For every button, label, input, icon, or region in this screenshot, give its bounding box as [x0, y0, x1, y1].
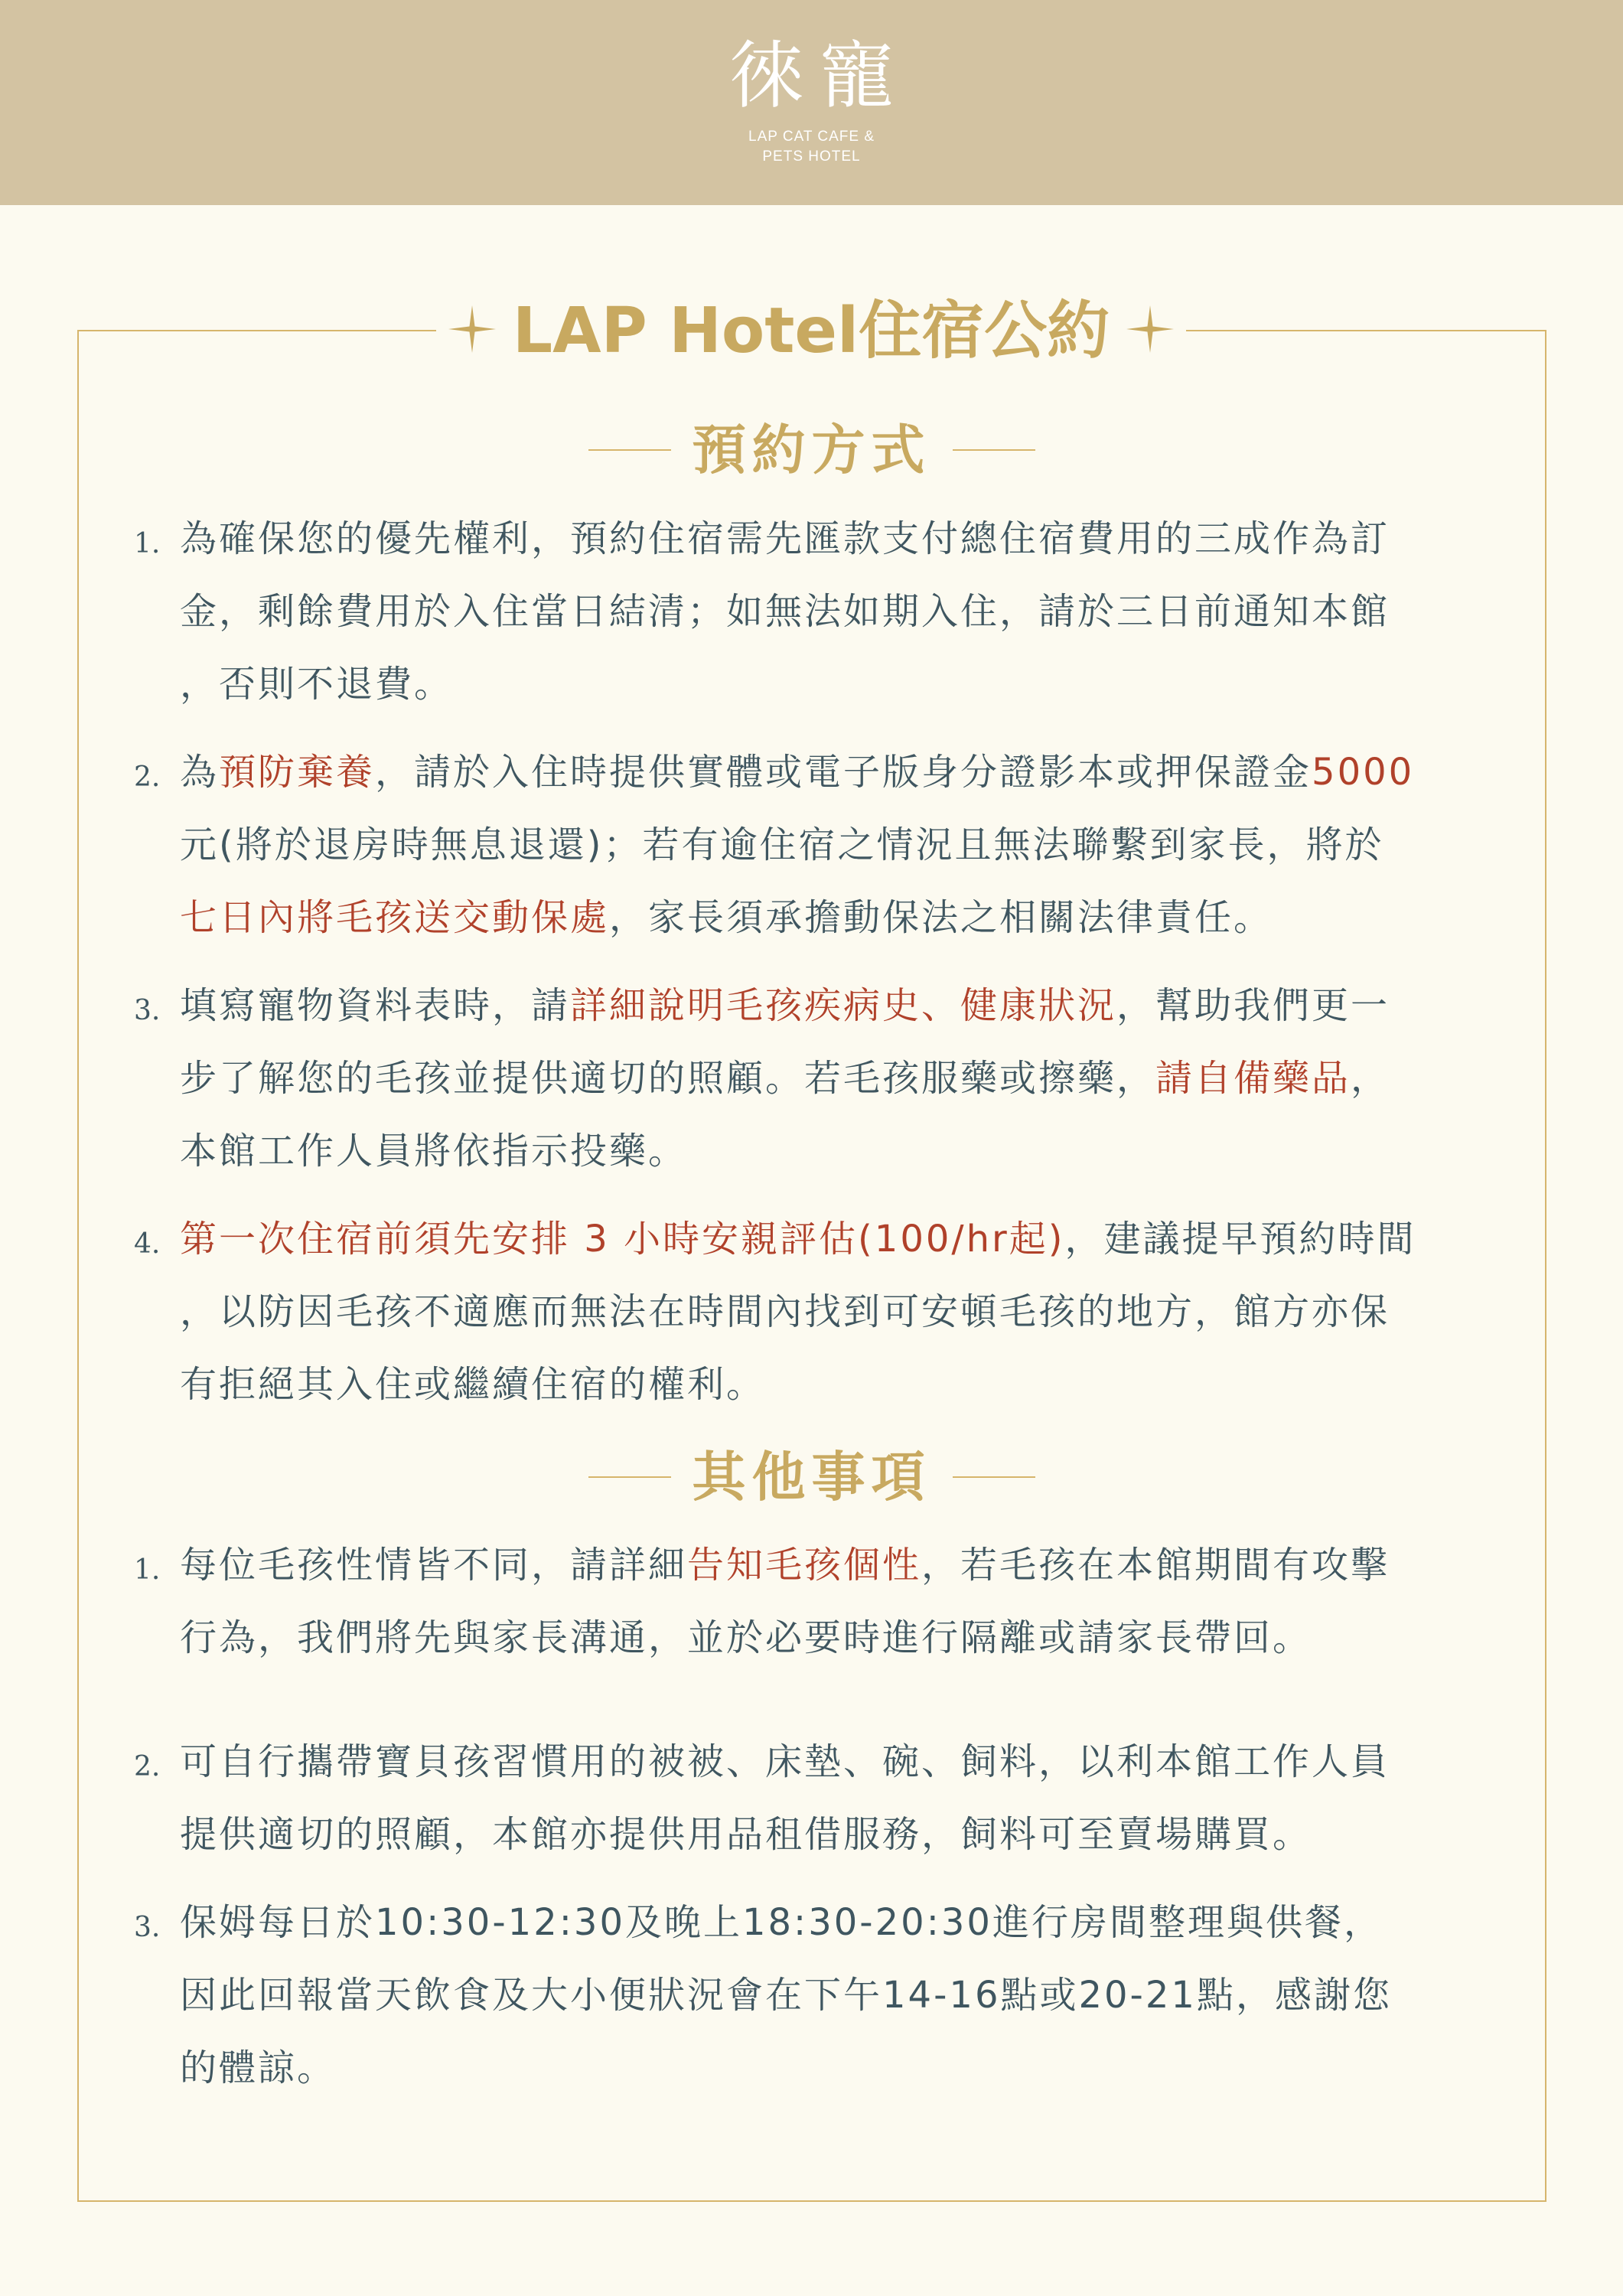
highlighted-text: 5000: [1312, 751, 1415, 794]
divider-line: [953, 449, 1035, 451]
sparkle-icon: [445, 302, 499, 356]
rule-text-line: [180, 1115, 1527, 1188]
rule-text-line: [180, 736, 1527, 809]
rule-text: ，請於入住時提供實體或電子版身分證影本或押保證金: [375, 751, 1312, 794]
rule-item: [134, 503, 1527, 721]
page-title: LAP Hotel住宿公約: [512, 295, 1110, 367]
rule-number: 2.: [134, 762, 161, 793]
rule-text: 可自行攜帶寶貝孩習慣用的被被、床墊、碗、飼料，以利本館工作人員: [180, 1740, 1390, 1783]
rule-text: 為確保您的優先權利，預約住宿需先匯款支付總住宿費用的三成作為訂: [180, 517, 1390, 560]
rule-text-line: [180, 648, 1527, 721]
section-heading: [0, 1439, 1623, 1515]
rule-text: 因此回報當天飲食及大小便狀況會在下午14-16點或20-21點，感謝您: [180, 1974, 1392, 2017]
highlighted-text: 預防棄養: [219, 751, 376, 794]
section-heading-text: 其他事項: [692, 1446, 931, 1508]
rule-text-line: [180, 1349, 1527, 1421]
brand-logo-english-line2: PETS HOTEL: [762, 148, 861, 165]
rule-text: 有拒絕其入住或繼續住宿的權利。: [180, 1363, 766, 1406]
rule-text-line: [180, 1529, 1527, 1602]
rule-number: 3.: [134, 995, 161, 1026]
rule-text: 行為，我們將先與家長溝通，並於必要時進行隔離或請家長帶回。: [180, 1616, 1312, 1659]
rule-text-line: [180, 882, 1527, 954]
rule-text-line: [180, 1887, 1527, 1959]
rule-text: 金，剩餘費用於入住當日結清；如無法如期入住，請於三日前通知本館: [180, 590, 1390, 633]
rule-text: 步了解您的毛孩並提供適切的照顧。若毛孩服藥或擦藥，: [180, 1057, 1156, 1100]
rule-text: ，否則不退費。: [180, 663, 454, 706]
rule-text: ，建議提早預約時間: [1064, 1218, 1416, 1261]
rule-text-line: [180, 1042, 1527, 1115]
highlighted-text: 第一次住宿前須先安排 3 小時安親評估(100/hr起): [180, 1218, 1065, 1261]
rule-text: ，家長須承擔動保法之相關法律責任。: [609, 896, 1273, 939]
brand-logo-english: [0, 127, 1623, 167]
brand-logo-english-line1: LAP CAT CAFE &: [748, 129, 875, 145]
rule-text: 本館工作人員將依指示投藥。: [180, 1130, 688, 1172]
rule-text: 的體諒。: [180, 2047, 337, 2089]
rule-text: ，若毛孩在本館期間有攻擊: [921, 1544, 1390, 1587]
rule-text-line: [180, 1276, 1527, 1349]
rule-number: 1.: [134, 1554, 161, 1586]
rule-text: ，以防因毛孩不適應而無法在時間內找到可安頓毛孩的地方，館方亦保: [180, 1290, 1390, 1333]
rule-text: ，: [1351, 1057, 1390, 1100]
rule-number: 2.: [134, 1751, 161, 1782]
rule-text: 每位毛孩性情皆不同，請詳細: [180, 1544, 688, 1587]
rule-text: 元(將於退房時無息退還)；若有逾住宿之情況且無法聯繫到家長，將於: [180, 823, 1384, 866]
rule-text: 提供適切的照顧，本館亦提供用品租借服務，飼料可至賣場購買。: [180, 1813, 1312, 1856]
highlighted-text: 七日內將毛孩送交動保處: [180, 896, 610, 939]
highlighted-text: 詳細說明毛孩疾病史、健康狀況: [570, 984, 1117, 1027]
sparkle-icon: [1123, 302, 1177, 356]
rule-text-line: [180, 1602, 1527, 1675]
rule-text: ，幫助我們更一: [1116, 984, 1390, 1027]
rule-text: 為: [180, 751, 220, 794]
divider-line: [588, 449, 671, 451]
highlighted-text: 請自備藥品: [1155, 1057, 1351, 1100]
rule-number: 1.: [134, 528, 161, 559]
rule-text: 保姆每日於10:30-12:30及晚上18:30-20:30進行房間整理與供餐，: [180, 1901, 1383, 1944]
divider-line: [588, 1476, 671, 1478]
brand-header: [0, 0, 1623, 205]
brand-logo-chinese: 徠寵: [729, 33, 911, 119]
rule-text-line: [180, 2032, 1527, 2105]
rule-text-line: [180, 1726, 1527, 1799]
rule-item: [134, 1887, 1527, 2105]
rule-text-line: [180, 1203, 1527, 1276]
section-heading-text: 預約方式: [692, 419, 931, 481]
page-title-block: [436, 287, 1186, 373]
rule-text-line: [180, 1799, 1527, 1871]
rule-number: 3.: [134, 1912, 161, 1943]
rule-text-line: [180, 1959, 1527, 2032]
rule-text: 填寫寵物資料表時，請: [180, 984, 571, 1027]
rule-text-line: [180, 503, 1527, 576]
rule-text-line: [180, 809, 1527, 882]
rule-item: [134, 1726, 1527, 1871]
rule-item: [134, 736, 1527, 954]
rule-item: [134, 1203, 1527, 1421]
divider-line: [953, 1476, 1035, 1478]
rule-number: 4.: [134, 1228, 161, 1260]
rule-item: [134, 1529, 1527, 1675]
rule-text-line: [180, 970, 1527, 1042]
rule-item: [134, 970, 1527, 1188]
highlighted-text: 告知毛孩個性: [687, 1544, 922, 1587]
section-heading: [0, 412, 1623, 488]
rule-text-line: [180, 576, 1527, 648]
